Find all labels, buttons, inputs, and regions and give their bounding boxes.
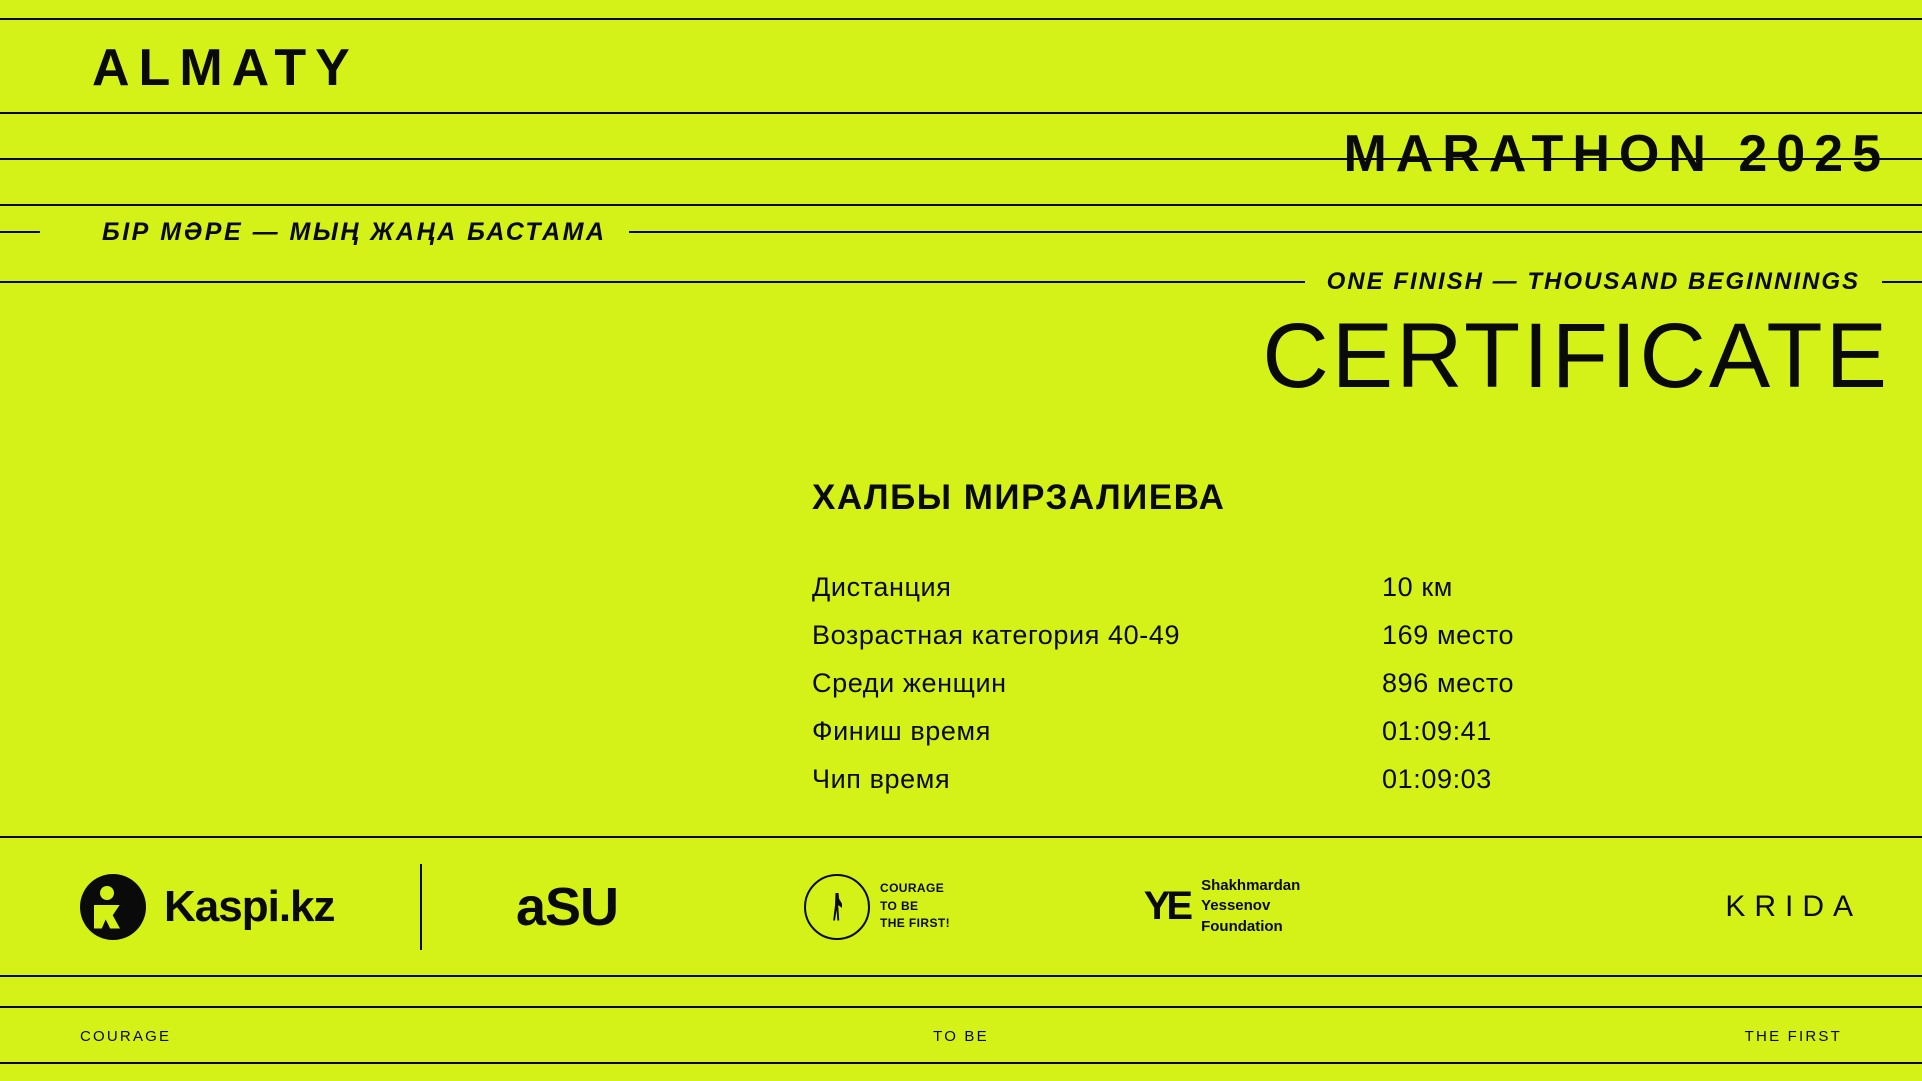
footer-right-text: THE FIRST bbox=[1744, 1027, 1842, 1045]
sponsor-krida bbox=[1402, 890, 1922, 924]
slogan-english: ONE FINISH — THOUSAND BEGINNINGS bbox=[1326, 268, 1860, 295]
footer-left-text: COURAGE bbox=[80, 1027, 172, 1045]
sponsor-strip bbox=[0, 838, 1922, 975]
result-label: Дистанция bbox=[812, 572, 952, 602]
result-label: Среди женщин bbox=[812, 668, 1007, 698]
divider-line bbox=[0, 112, 1922, 114]
yessenov-line-3: Foundation bbox=[1201, 917, 1283, 935]
result-value: 10 км bbox=[1382, 572, 1453, 602]
result-value: 169 место bbox=[1382, 620, 1515, 650]
slogan-kazakh: БІР МӘРЕ — МЫҢ ЖАҢА БАСТАМА bbox=[102, 217, 607, 246]
city-title: ALMATY bbox=[92, 39, 359, 97]
sponsor-yessenov-foundation bbox=[1042, 876, 1402, 937]
event-title: MARATHON 2025 bbox=[1343, 125, 1890, 183]
sponsor-label: KRIDA bbox=[1725, 889, 1862, 923]
result-value: 896 место bbox=[1382, 668, 1515, 698]
result-label: Финиш время bbox=[812, 716, 991, 746]
divider-line bbox=[0, 1006, 1922, 1008]
results-table bbox=[812, 572, 1642, 812]
courage-line-1: COURAGE bbox=[880, 881, 945, 896]
divider-line bbox=[0, 18, 1922, 20]
sponsor-label: Kaspi.kz bbox=[164, 881, 335, 931]
slogan-kazakh-row bbox=[0, 212, 1922, 252]
divider-line bbox=[0, 1062, 1922, 1064]
sponsor-courage-fund bbox=[712, 874, 1042, 940]
footer-strip bbox=[0, 1012, 1922, 1060]
result-row bbox=[812, 668, 1642, 699]
divider-line bbox=[0, 975, 1922, 977]
result-row bbox=[812, 764, 1642, 795]
sponsor-label bbox=[880, 880, 950, 932]
sponsor-label bbox=[1201, 876, 1300, 937]
athlete-name: ХАЛБЫ МИРЗАЛИЕВА bbox=[812, 478, 1226, 517]
result-label: Возрастная категория 40-49 bbox=[812, 620, 1181, 650]
result-value: 01:09:41 bbox=[1382, 716, 1492, 746]
result-row bbox=[812, 716, 1642, 747]
sponsor-kaspi bbox=[0, 874, 420, 940]
result-row bbox=[812, 620, 1642, 651]
result-label: Чип время bbox=[812, 764, 951, 794]
yessenov-line-2: Yessenov bbox=[1201, 897, 1271, 915]
divider-line bbox=[0, 281, 1305, 283]
divider-line bbox=[629, 231, 1922, 233]
divider-line bbox=[0, 231, 40, 233]
divider-line bbox=[0, 204, 1922, 206]
result-row bbox=[812, 572, 1642, 603]
page-title: CERTIFICATE bbox=[1262, 305, 1890, 407]
sponsor-label: aSU bbox=[515, 876, 619, 937]
footer-center-text: TO BE bbox=[933, 1027, 989, 1045]
kaspi-logo-icon bbox=[80, 874, 146, 940]
yessenov-line-1: Shakhmardan bbox=[1201, 877, 1301, 895]
yessenov-logo-icon: YE bbox=[1143, 884, 1190, 928]
slogan-english-row bbox=[0, 262, 1922, 302]
sponsor-asu bbox=[422, 876, 712, 938]
result-value: 01:09:03 bbox=[1382, 764, 1492, 794]
divider-line bbox=[1882, 281, 1922, 283]
courage-line-2: TO BE bbox=[880, 898, 919, 913]
courage-line-3: THE FIRST! bbox=[880, 916, 950, 931]
runner-figure-icon bbox=[804, 874, 870, 940]
